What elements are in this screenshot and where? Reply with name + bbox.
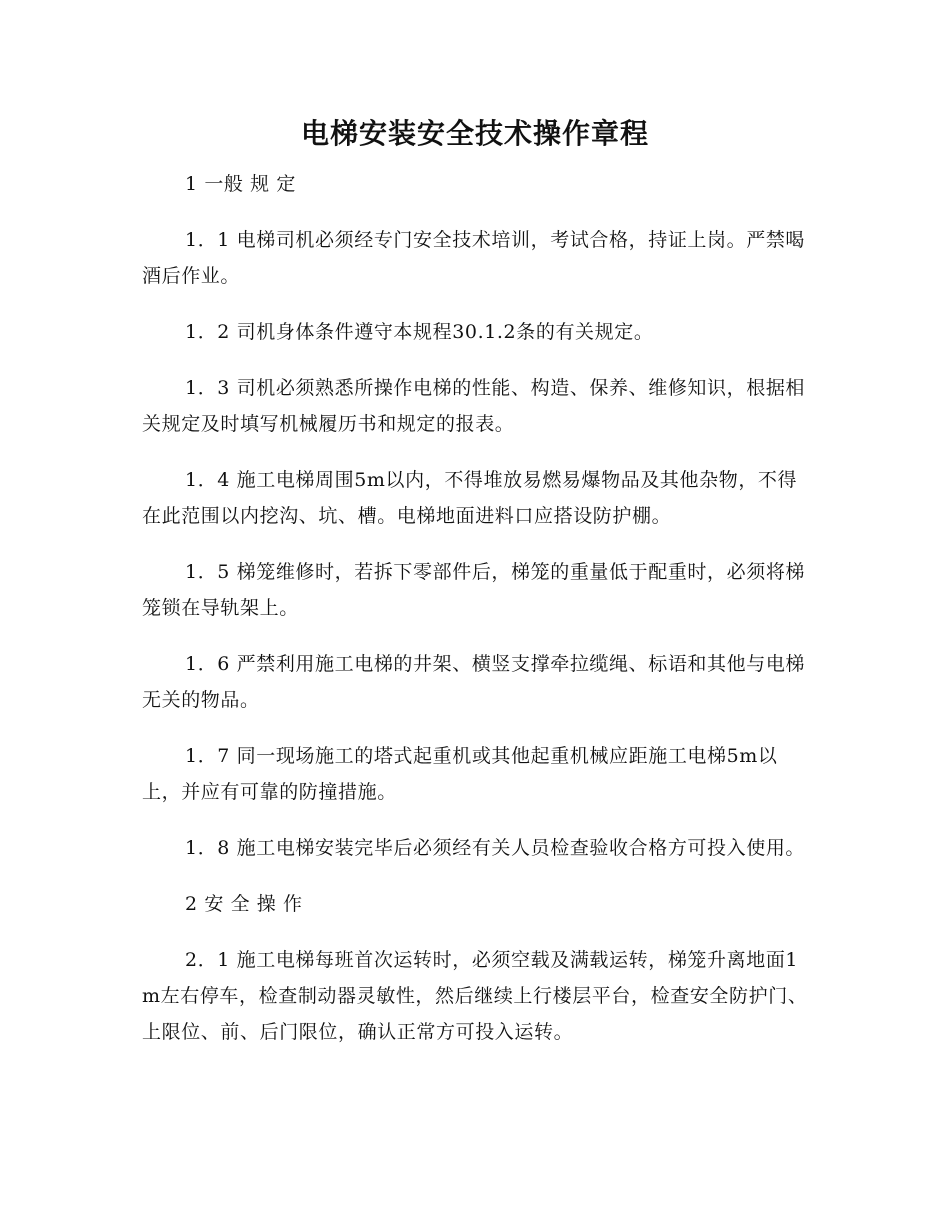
paragraph-1-2: 1．2 司机身体条件遵守本规程30.1.2条的有关规定。 [185, 321, 654, 343]
section-heading-safe-operation: 2 安 全 操 作 [185, 893, 303, 915]
paragraph-2-1: 2．1 施工电梯每班首次运转时，必须空载及满载运转，梯笼升离地面1m左右停车，检查制动器灵敏性，然后继续上行楼层平台，检查安全防护门、上限位、前、后门限位，确认正常方可投入运转。 [142, 949, 808, 1043]
paragraph-1-3: 1．3 司机必须熟悉所操作电梯的性能、构造、保养、维修知识，根据相关规定及时填写机械履历书和规定的报表。 [142, 377, 806, 435]
paragraph-1-8: 1．8 施工电梯安装完毕后必须经有关人员检查验收合格方可投入使用。 [185, 837, 806, 859]
document-body [142, 166, 810, 1070]
paragraph-1-1: 1．1 电梯司机必须经专门安全技术培训，考试合格，持证上岗。严禁喝酒后作业。 [142, 229, 806, 287]
paragraph-1-6: 1．6 严禁利用施工电梯的井架、横竖支撑牵拉缆绳、标语和其他与电梯无关的物品。 [142, 653, 806, 711]
paragraph-1-4: 1．4 施工电梯周围5m以内，不得堆放易燃易爆物品及其他杂物，不得在此范围以内挖沟、坑、槽。电梯地面进料口应搭设防护棚。 [142, 469, 798, 527]
document-title: 电梯安装安全技术操作章程 [300, 117, 649, 150]
paragraph-1-5: 1．5 梯笼维修时，若拆下零部件后，梯笼的重量低于配重时，必须将梯笼锁在导轨架上。 [142, 561, 806, 619]
paragraph-1-7: 1．7 同一现场施工的塔式起重机或其他起重机械应距施工电梯5m以上，并应有可靠的防撞措施。 [142, 745, 778, 803]
section-heading-general-rules: 1 一般 规 定 [185, 173, 297, 195]
